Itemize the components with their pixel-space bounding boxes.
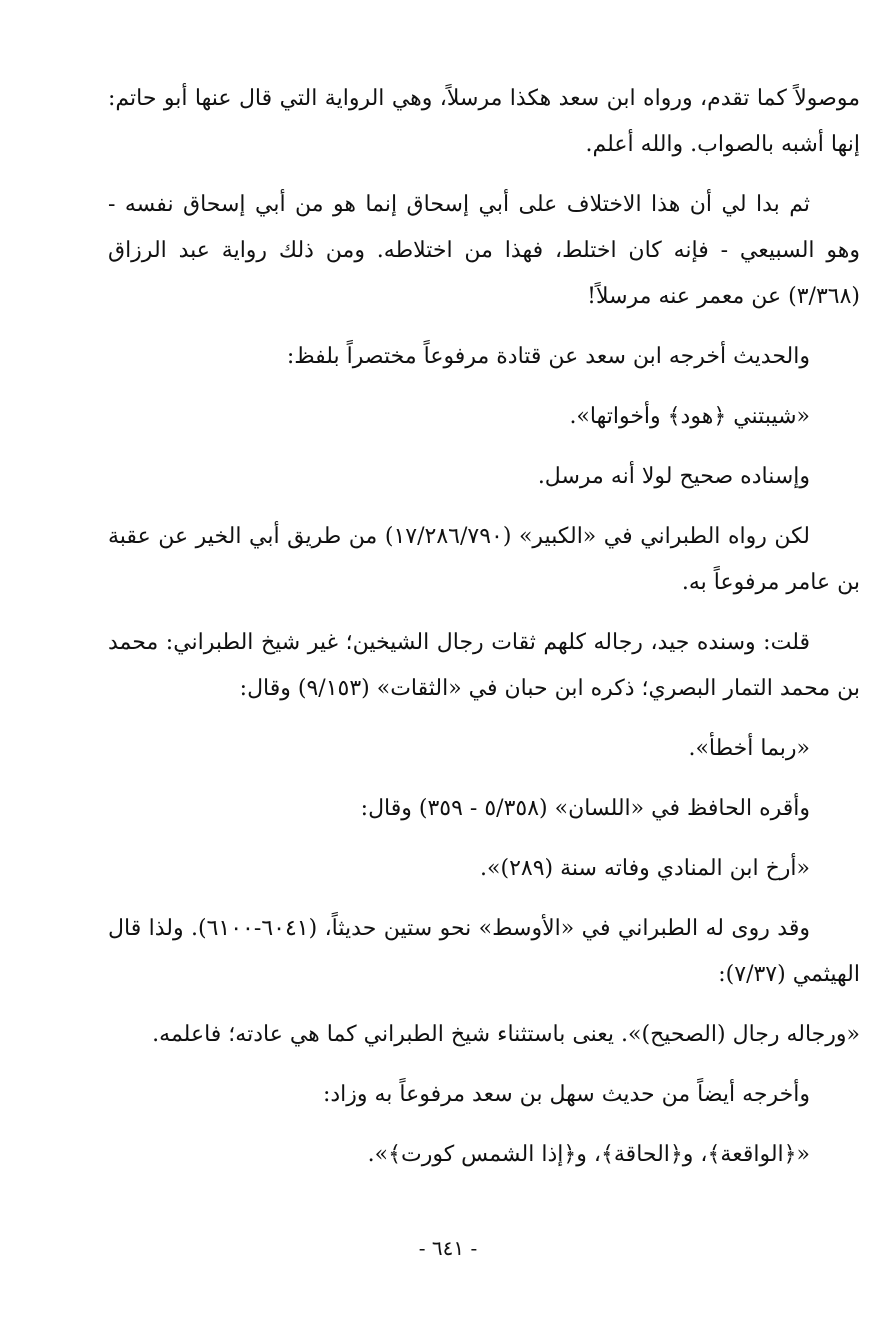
paragraph-5: وإسناده صحيح لولا أنه مرسل.	[537, 464, 810, 489]
paragraph-9: وأقره الحافظ في «اللسان» (٥/٣٥٨ - ٣٥٩) وقال:	[360, 796, 810, 821]
page-number: - ٦٤١ -	[418, 1236, 478, 1260]
paragraph-12: «ورجاله رجال (الصحيح)». يعنى باستثناء شيخ الطبراني كما هي عادته؛ فاعلمه.	[152, 1022, 860, 1047]
paragraph-13: وأخرجه أيضاً من حديث سهل بن سعد مرفوعاً به وزاد:	[322, 1082, 810, 1107]
page-body	[108, 76, 860, 1192]
paragraph-10: «أرخ ابن المنادي وفاته سنة (٢٨٩)».	[480, 856, 810, 881]
paragraph-4: «شيبتني ﴿هود﴾ وأخواتها».	[569, 404, 810, 429]
paragraph-3: والحديث أخرجه ابن سعد عن قتادة مرفوعاً مختصراً بلفظ:	[286, 344, 810, 369]
paragraph-2: ثم بدا لي أن هذا الاختلاف على أبي إسحاق إنما هو من أبي إسحاق نفسه - وهو السبيعي - فإنه كان اختلط، فهذا من اختلاطه. ومن ذلك رواية عبد الرزاق (٣/٣٦٨) عن معمر عنه مرسلاً!	[108, 192, 860, 309]
paragraph-6: لكن رواه الطبراني في «الكبير» (١٧/٢٨٦/٧٩٠) من طريق أبي الخير عن عقبة بن عامر مرفوعاً به.	[108, 524, 860, 595]
paragraph-8: «ربما أخطأ».	[688, 736, 810, 761]
paragraph-1: موصولاً كما تقدم، ورواه ابن سعد هكذا مرسلاً، وهي الرواية التي قال عنها أبو حاتم: إنها أشبه بالصواب. والله أعلم.	[108, 86, 860, 157]
paragraph-7: قلت: وسنده جيد، رجاله كلهم ثقات رجال الشيخين؛ غير شيخ الطبراني: محمد بن محمد التمار البصري؛ ذكره ابن حبان في «الثقات» (٩/١٥٣) وقال:	[108, 630, 860, 701]
paragraph-11: وقد روى له الطبراني في «الأوسط» نحو ستين حديثاً، (٦٠٤١-٦١٠٠). ولذا قال الهيثمي (٧/٣٧):	[108, 916, 860, 987]
paragraph-14: «﴿الواقعة﴾، و﴿الحاقة﴾، و﴿إذا الشمس كورت﴾».	[367, 1142, 810, 1167]
